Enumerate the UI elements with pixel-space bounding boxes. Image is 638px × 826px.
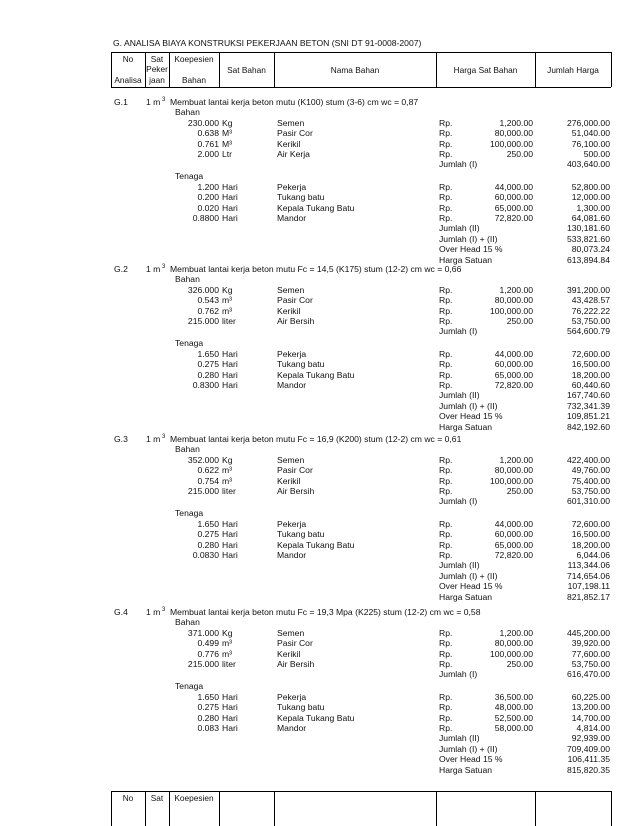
total-value: 167,740.60	[566, 390, 610, 401]
unit-superscript: 3	[162, 97, 166, 103]
nama-bahan-value: Semen	[277, 454, 305, 465]
nama-bahan-value: Mandor	[277, 212, 307, 223]
currency-label: Rp.	[439, 539, 453, 550]
currency-label: Rp.	[439, 475, 453, 486]
satuan-value: Ltr	[222, 149, 233, 159]
jumlah-harga-value: 500.00	[583, 149, 610, 159]
currency-label: Rp.	[439, 529, 453, 540]
currency-label: Rp.	[439, 702, 453, 713]
nama-bahan-value: Kepala Tukang Batu	[277, 539, 355, 550]
koefisien-value: 0.8300	[192, 379, 219, 390]
footer-header-koef: Koepesien	[174, 793, 214, 803]
total-label: Over Head 15 %	[439, 244, 503, 255]
nama-bahan-value: Kerikil	[277, 475, 301, 486]
header-analisa: Analisa	[114, 75, 142, 85]
harga-satuan-value: 65,000.00	[494, 202, 533, 213]
satuan-value: Hari	[222, 539, 238, 550]
jumlah-harga-value: 1,300.00	[576, 202, 610, 213]
jumlah-value: 564,600.79	[566, 326, 610, 337]
satuan-value: Hari	[222, 202, 238, 213]
jumlah-harga-value: 52,800.00	[571, 181, 610, 192]
harga-satuan-value: 100,000.00	[489, 648, 533, 659]
koefisien-value: 1.200	[197, 181, 219, 192]
nama-bahan-value: Kepala Tukang Batu	[277, 712, 355, 723]
total-value: 732,341.39	[566, 400, 610, 411]
koefisien-value: 0.8800	[192, 212, 219, 223]
jumlah-label: Jumlah (I)	[439, 496, 478, 507]
koefisien-value: 215.000	[187, 316, 219, 326]
total-value: 709,409.00	[566, 743, 610, 754]
currency-label: Rp.	[439, 454, 453, 465]
koefisien-value: 215.000	[187, 659, 219, 669]
satuan-value: m³	[222, 648, 233, 659]
satuan-value: Hari	[222, 722, 238, 733]
jumlah-harga-value: 18,200.00	[571, 369, 610, 380]
currency-label: Rp.	[439, 712, 453, 723]
section-unit: 1 m	[146, 434, 161, 444]
koefisien-value: 352.000	[187, 454, 219, 465]
harga-satuan-value: 100,000.00	[489, 475, 533, 486]
jumlah-harga-value: 51,040.00	[571, 128, 610, 139]
currency-label: Rp.	[439, 691, 453, 702]
tenaga-label: Tenaga	[175, 508, 204, 519]
currency-label: Rp.	[439, 465, 453, 476]
harga-satuan-value: 80,000.00	[494, 295, 533, 306]
jumlah-harga-value: 445,200.00	[566, 627, 610, 638]
nama-bahan-value: Kerikil	[277, 138, 301, 149]
currency-label: Rp.	[439, 518, 453, 529]
nama-bahan-value: Semen	[277, 627, 305, 638]
satuan-value: liter	[222, 659, 236, 669]
nama-bahan-value: Semen	[277, 284, 305, 295]
total-label: Jumlah (I) + (II)	[439, 400, 498, 411]
currency-label: Rp.	[439, 486, 453, 496]
satuan-value: Hari	[222, 529, 238, 540]
harga-satuan-value: 100,000.00	[489, 138, 533, 149]
total-value: 613,894.84	[566, 254, 610, 265]
total-label: Over Head 15 %	[439, 581, 503, 592]
total-label: Jumlah (I) + (II)	[439, 570, 498, 581]
harga-satuan-value: 44,000.00	[494, 348, 533, 359]
koefisien-value: 0.275	[197, 359, 219, 370]
section-code: G.3	[114, 434, 128, 444]
satuan-value: Kg	[222, 627, 233, 638]
total-label: Harga Satuan	[439, 591, 493, 602]
jumlah-harga-value: 60,225.00	[571, 691, 610, 702]
jumlah-harga-value: 422,400.00	[566, 454, 610, 465]
nama-bahan-value: Pekerja	[277, 691, 307, 702]
harga-satuan-value: 80,000.00	[494, 128, 533, 139]
currency-label: Rp.	[439, 138, 453, 149]
harga-satuan-value: 58,000.00	[494, 722, 533, 733]
bahan-label: Bahan	[175, 107, 200, 118]
jumlah-harga-value: 75,400.00	[571, 475, 610, 486]
harga-satuan-value: 65,000.00	[494, 369, 533, 380]
currency-label: Rp.	[439, 722, 453, 733]
header-sat-2: Peker	[146, 64, 168, 74]
header-harga-sat: Harga Sat Bahan	[453, 65, 518, 75]
satuan-value: liter	[222, 316, 236, 326]
total-value: 80,073.24	[571, 244, 610, 255]
nama-bahan-value: Kerikil	[277, 305, 301, 316]
koefisien-value: 1.650	[197, 691, 219, 702]
total-label: Jumlah (II)	[439, 560, 480, 571]
satuan-value: Kg	[222, 117, 233, 128]
satuan-value: Kg	[222, 454, 233, 465]
jumlah-value: 403,640.00	[566, 159, 610, 170]
harga-satuan-value: 60,000.00	[494, 192, 533, 203]
footer-header-no: No	[122, 793, 134, 803]
section-unit: 1 m	[146, 607, 161, 617]
satuan-value: Hari	[222, 518, 238, 529]
total-value: 106,411.35	[567, 754, 610, 765]
jumlah-harga-value: 13,200.00	[571, 702, 610, 713]
satuan-value: m³	[222, 638, 233, 649]
total-label: Over Head 15 %	[439, 754, 503, 765]
total-value: 109,851.21	[566, 411, 610, 422]
satuan-value: liter	[222, 486, 236, 496]
jumlah-value: 616,470.00	[566, 669, 610, 680]
jumlah-harga-value: 64,081.60	[571, 212, 610, 223]
jumlah-harga-value: 4,814.00	[576, 722, 610, 733]
jumlah-harga-value: 391,200.00	[566, 284, 610, 295]
header-koef: Koepesien	[174, 54, 214, 64]
jumlah-harga-value: 53,750.00	[571, 486, 610, 496]
section-description: Membuat lantai kerja beton mutu Fc = 14,5 (K175) stum (12-2) cm wc = 0,66	[170, 264, 462, 274]
currency-label: Rp.	[439, 348, 453, 359]
total-label: Jumlah (I) + (II)	[439, 233, 498, 244]
total-label: Jumlah (II)	[439, 223, 480, 234]
harga-satuan-value: 72,820.00	[494, 379, 533, 390]
currency-label: Rp.	[439, 202, 453, 213]
koefisien-value: 0.083	[197, 722, 219, 733]
nama-bahan-value: Tukang batu	[277, 529, 325, 540]
tenaga-label: Tenaga	[175, 338, 204, 349]
jumlah-harga-value: 39,920.00	[571, 638, 610, 649]
koefisien-value: 215.000	[187, 486, 219, 496]
harga-satuan-value: 1,200.00	[499, 284, 533, 295]
koefisien-value: 0.776	[197, 648, 219, 659]
nama-bahan-value: Pekerja	[277, 348, 307, 359]
jumlah-harga-value: 16,500.00	[571, 529, 610, 540]
nama-bahan-value: Kerikil	[277, 648, 301, 659]
satuan-value: Hari	[222, 359, 238, 370]
currency-label: Rp.	[439, 212, 453, 223]
nama-bahan-value: Pasir Cor	[277, 128, 313, 139]
harga-satuan-value: 72,820.00	[494, 212, 533, 223]
nama-bahan-value: Tukang batu	[277, 359, 325, 370]
jumlah-harga-value: 53,750.00	[571, 659, 610, 669]
total-label: Jumlah (I) + (II)	[439, 743, 498, 754]
nama-bahan-value: Pasir Cor	[277, 295, 313, 306]
harga-satuan-value: 80,000.00	[494, 638, 533, 649]
satuan-value: Hari	[222, 702, 238, 713]
footer-header-sat: Sat	[150, 793, 164, 803]
koefisien-value: 0.754	[197, 475, 219, 486]
harga-satuan-value: 80,000.00	[494, 465, 533, 476]
currency-label: Rp.	[439, 181, 453, 192]
harga-satuan-value: 36,500.00	[494, 691, 533, 702]
satuan-value: Hari	[222, 192, 238, 203]
jumlah-harga-value: 76,100.00	[571, 138, 610, 149]
koefisien-value: 326.000	[187, 284, 219, 295]
currency-label: Rp.	[439, 379, 453, 390]
harga-satuan-value: 72,820.00	[494, 549, 533, 560]
section-code: G.2	[114, 264, 128, 274]
section-description: Membuat lantai kerja beton mutu Fc = 19,3 Mpa (K225) stum (12-2) cm wc = 0,58	[170, 607, 481, 617]
currency-label: Rp.	[439, 549, 453, 560]
header-koef-bahan: Bahan	[182, 75, 206, 85]
nama-bahan-value: Pekerja	[277, 518, 307, 529]
jumlah-harga-value: 43,428.57	[571, 295, 610, 306]
satuan-value: Hari	[222, 181, 238, 192]
satuan-value: M³	[222, 138, 233, 149]
koefisien-value: 0.622	[197, 465, 219, 476]
koefisien-value: 0.761	[197, 138, 219, 149]
jumlah-harga-value: 12,000.00	[571, 192, 610, 203]
currency-label: Rp.	[439, 149, 453, 159]
satuan-value: m³	[222, 465, 233, 476]
koefisien-value: 371.000	[187, 627, 219, 638]
harga-satuan-value: 250.00	[506, 659, 533, 669]
satuan-value: M³	[222, 128, 233, 139]
currency-label: Rp.	[439, 627, 453, 638]
total-value: 92,939.00	[571, 733, 610, 744]
total-label: Over Head 15 %	[439, 411, 503, 422]
nama-bahan-value: Pasir Cor	[277, 465, 313, 476]
currency-label: Rp.	[439, 648, 453, 659]
total-value: 113,344.06	[567, 560, 610, 571]
currency-label: Rp.	[439, 316, 453, 326]
header-nama-bahan: Nama Bahan	[330, 65, 380, 75]
jumlah-harga-value: 76,222.22	[571, 305, 610, 316]
harga-satuan-value: 60,000.00	[494, 359, 533, 370]
koefisien-value: 0.499	[197, 638, 219, 649]
harga-satuan-value: 44,000.00	[494, 181, 533, 192]
currency-label: Rp.	[439, 117, 453, 128]
currency-label: Rp.	[439, 295, 453, 306]
nama-bahan-value: Kepala Tukang Batu	[277, 369, 355, 380]
harga-satuan-value: 250.00	[506, 316, 533, 326]
harga-satuan-value: 250.00	[506, 486, 533, 496]
satuan-value: Hari	[222, 348, 238, 359]
total-label: Harga Satuan	[439, 254, 493, 265]
nama-bahan-value: Mandor	[277, 722, 307, 733]
harga-satuan-value: 1,200.00	[499, 627, 533, 638]
koefisien-value: 0.0830	[192, 549, 219, 560]
harga-satuan-value: 44,000.00	[494, 518, 533, 529]
section-description: Membuat lantai kerja beton mutu (K100) stum (3-6) cm wc = 0,87	[170, 97, 419, 107]
unit-superscript: 3	[162, 264, 166, 270]
koefisien-value: 230.000	[187, 117, 219, 128]
section-description: Membuat lantai kerja beton mutu Fc = 16,9 (K200) stum (12-2) cm wc = 0,61	[170, 434, 462, 444]
currency-label: Rp.	[439, 128, 453, 139]
nama-bahan-value: Mandor	[277, 379, 307, 390]
harga-satuan-value: 65,000.00	[494, 539, 533, 550]
currency-label: Rp.	[439, 192, 453, 203]
nama-bahan-value: Air Kerja	[277, 149, 310, 159]
nama-bahan-value: Tukang batu	[277, 702, 325, 713]
koefisien-value: 0.280	[197, 539, 219, 550]
satuan-value: Hari	[222, 691, 238, 702]
satuan-value: Hari	[222, 369, 238, 380]
bahan-label: Bahan	[175, 617, 200, 628]
bahan-label: Bahan	[175, 444, 200, 455]
currency-label: Rp.	[439, 284, 453, 295]
unit-superscript: 3	[162, 434, 166, 440]
total-label: Harga Satuan	[439, 764, 493, 775]
jumlah-value: 601,310.00	[566, 496, 610, 507]
nama-bahan-value: Kepala Tukang Batu	[277, 202, 355, 213]
tenaga-label: Tenaga	[175, 681, 204, 692]
jumlah-harga-value: 49,760.00	[571, 465, 610, 476]
harga-satuan-value: 48,000.00	[494, 702, 533, 713]
jumlah-harga-value: 77,600.00	[571, 648, 610, 659]
jumlah-label: Jumlah (I)	[439, 159, 478, 170]
total-value: 107,198.11	[567, 581, 610, 592]
total-value: 533,821.60	[566, 233, 610, 244]
satuan-value: Hari	[222, 379, 238, 390]
jumlah-harga-value: 72,600.00	[571, 518, 610, 529]
total-label: Jumlah (II)	[439, 390, 480, 401]
satuan-value: Hari	[222, 712, 238, 723]
jumlah-harga-value: 60,440.60	[571, 379, 610, 390]
harga-satuan-value: 100,000.00	[489, 305, 533, 316]
currency-label: Rp.	[439, 638, 453, 649]
jumlah-label: Jumlah (I)	[439, 669, 478, 680]
satuan-value: m³	[222, 295, 233, 306]
harga-satuan-value: 52,500.00	[494, 712, 533, 723]
currency-label: Rp.	[439, 659, 453, 669]
koefisien-value: 0.275	[197, 529, 219, 540]
koefisien-value: 1.650	[197, 348, 219, 359]
currency-label: Rp.	[439, 369, 453, 380]
nama-bahan-value: Pasir Cor	[277, 638, 313, 649]
total-value: 815,820.35	[566, 764, 610, 775]
currency-label: Rp.	[439, 359, 453, 370]
koefisien-value: 0.275	[197, 702, 219, 713]
koefisien-value: 1.650	[197, 518, 219, 529]
koefisien-value: 0.280	[197, 369, 219, 380]
koefisien-value: 0.543	[197, 295, 219, 306]
section-code: G.1	[114, 97, 128, 107]
jumlah-harga-value: 6,044.06	[576, 549, 610, 560]
header-sat-1: Sat	[150, 54, 164, 64]
jumlah-harga-value: 276,000.00	[566, 117, 610, 128]
jumlah-harga-value: 72,600.00	[571, 348, 610, 359]
harga-satuan-value: 1,200.00	[499, 454, 533, 465]
unit-superscript: 3	[162, 607, 166, 613]
satuan-value: Hari	[222, 549, 238, 560]
nama-bahan-value: Tukang batu	[277, 192, 325, 203]
header-sat-3: jaan	[149, 75, 165, 85]
header-no: No	[122, 54, 134, 64]
koefisien-value: 0.762	[197, 305, 219, 316]
koefisien-value: 0.638	[197, 128, 219, 139]
satuan-value: Hari	[222, 212, 238, 223]
jumlah-harga-value: 16,500.00	[571, 359, 610, 370]
satuan-value: m³	[222, 305, 233, 316]
total-value: 821,852.17	[566, 591, 610, 602]
currency-label: Rp.	[439, 305, 453, 316]
nama-bahan-value: Air Bersih	[277, 659, 315, 669]
document-title: G. ANALISA BIAYA KONSTRUKSI PEKERJAAN BETON (SNI DT 91-0008-2007)	[113, 38, 422, 48]
total-value: 842,192.60	[566, 421, 610, 432]
header-jumlah-harga: Jumlah Harga	[547, 65, 599, 75]
nama-bahan-value: Air Bersih	[277, 486, 315, 496]
harga-satuan-value: 250.00	[506, 149, 533, 159]
total-label: Harga Satuan	[439, 421, 493, 432]
satuan-value: m³	[222, 475, 233, 486]
satuan-value: Kg	[222, 284, 233, 295]
total-value: 130,181.60	[566, 223, 610, 234]
section-unit: 1 m	[146, 264, 161, 274]
nama-bahan-value: Mandor	[277, 549, 307, 560]
jumlah-label: Jumlah (I)	[439, 326, 478, 337]
koefisien-value: 0.200	[197, 192, 219, 203]
tenaga-label: Tenaga	[175, 171, 204, 182]
harga-satuan-value: 1,200.00	[499, 117, 533, 128]
jumlah-harga-value: 14,700.00	[571, 712, 610, 723]
jumlah-harga-value: 53,750.00	[571, 316, 610, 326]
bahan-label: Bahan	[175, 274, 200, 285]
total-value: 714,654.06	[566, 570, 610, 581]
koefisien-value: 0.280	[197, 712, 219, 723]
header-sat-bahan: Sat Bahan	[227, 65, 266, 75]
section-code: G.4	[114, 607, 128, 617]
koefisien-value: 2.000	[197, 149, 219, 159]
nama-bahan-value: Air Bersih	[277, 316, 315, 326]
koefisien-value: 0.020	[197, 202, 219, 213]
nama-bahan-value: Semen	[277, 117, 305, 128]
jumlah-harga-value: 18,200.00	[571, 539, 610, 550]
harga-satuan-value: 60,000.00	[494, 529, 533, 540]
total-label: Jumlah (II)	[439, 733, 480, 744]
nama-bahan-value: Pekerja	[277, 181, 307, 192]
section-unit: 1 m	[146, 97, 161, 107]
